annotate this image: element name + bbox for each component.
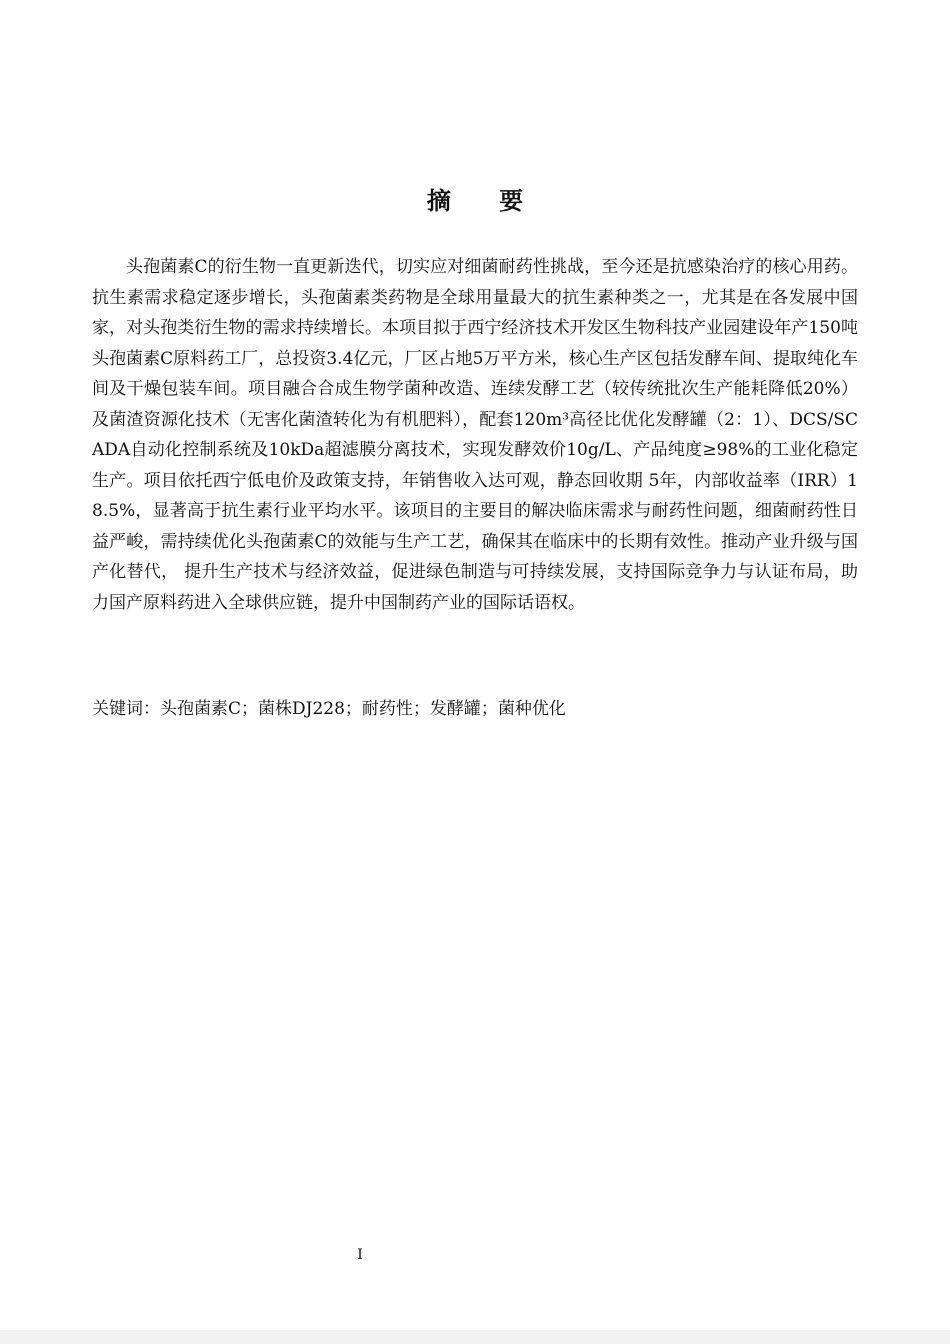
page-number: I (357, 1247, 363, 1263)
abstract-body: 头孢菌素C的衍生物一直更新迭代，切实应对细菌耐药性挑战，至今还是抗感染治疗的核心用药。抗生素需求稳定逐步增长，头孢菌素类药物是全球用量最大的抗生素种类之一，尤其是在各发展中国家，对头孢类衍生物的需求持续增长。本项目拟于西宁经济技术开发区生物科技产业园建设年产150吨头孢菌素C原料药工厂，总投资3.4亿元，厂区占地5万平方米，核心生产区包括发酵车间、提取纯化车间及干燥包装车间。项目融合合成生物学菌种改造、连续发酵工艺（较传统批次生产能耗降低20%）及菌渣资源化技术（无害化菌渣转化为有机肥料），配套120m³高径比优化发酵罐（2：1）、DCS/SCADA自动化控制系统及10kDa超滤膜分离技术，实现发酵效价10g/L、产品纯度≥98%的工业化稳定生产。项目依托西宁低电价及政策支持，年销售收入达可观，静态回收期 5年，内部收益率（IRR）18.5%，显著高于抗生素行业平均水平。该项目的主要目的解决临床需求与耐药性问题，细菌耐药性日益严峻，需持续优化头孢菌素C的效能与生产工艺，确保其在临床中的长期有效性。推动产业升级与国产化替代， 提升生产技术与经济效益，促进绿色制造与可持续发展，支持国际竞争力与认证布局，助力国产原料药进入全球供应链，提升中国制药产业的国际话语权。 (92, 257, 858, 613)
viewer-bottom-strip (0, 1330, 950, 1344)
abstract-title: 摘 要 (426, 187, 544, 215)
keywords-line: 关键词：头孢菌素C；菌株DJ228；耐药性；发酵罐；菌种优化 (92, 699, 566, 719)
